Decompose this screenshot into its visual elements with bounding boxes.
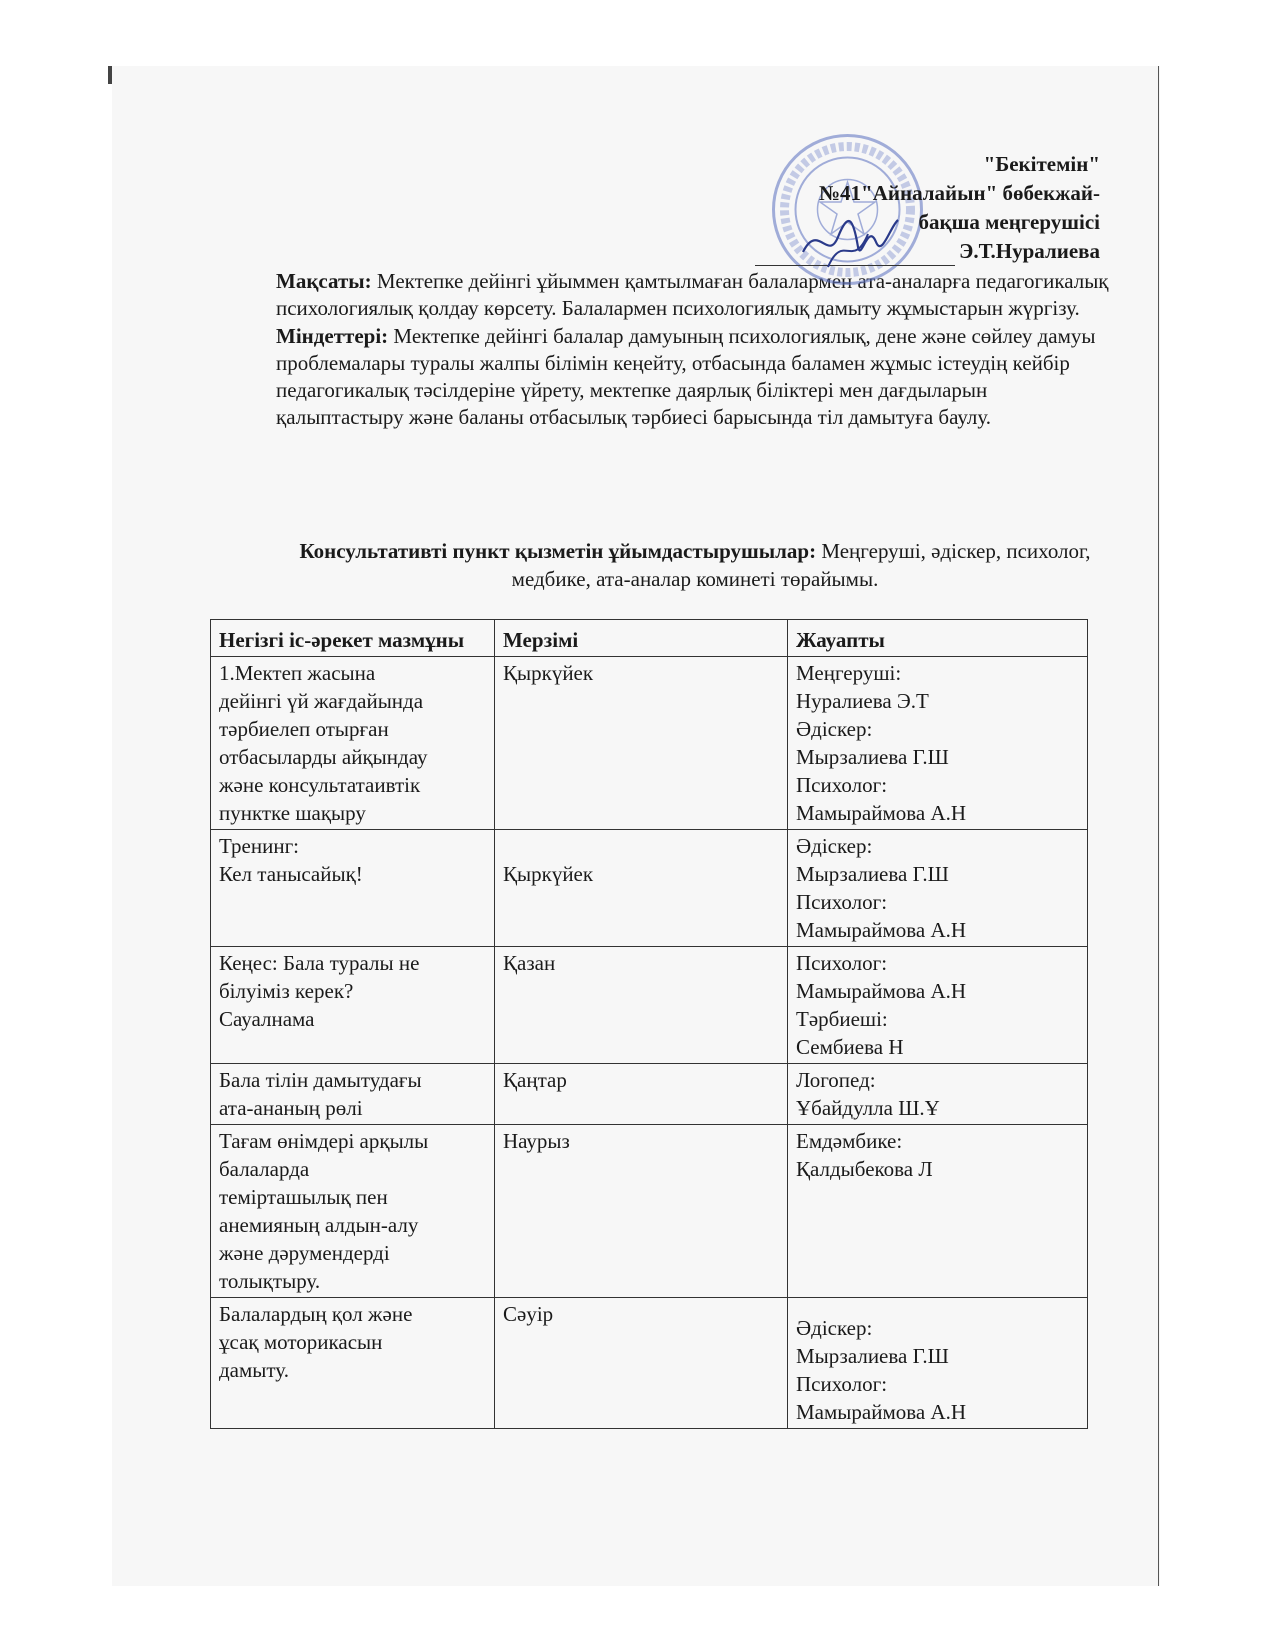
responsible-line: Мамыраймова А.Н xyxy=(796,918,967,942)
responsible-cell xyxy=(788,1064,1088,1125)
activity-cell xyxy=(211,830,495,947)
approval-title: "Бекітемін" xyxy=(983,152,1100,176)
table-header-row xyxy=(211,620,1088,657)
approval-position: бақша меңгерушісі xyxy=(918,210,1100,234)
responsible-cell xyxy=(788,657,1088,830)
table-row xyxy=(211,1064,1088,1125)
activity-line: анемияның алдын-алу xyxy=(219,1213,419,1237)
activity-line: ата-ананың рөлі xyxy=(219,1096,363,1120)
date-value: Сәуір xyxy=(503,1302,554,1326)
approval-name: Э.Т.Нуралиева xyxy=(959,239,1100,263)
responsible-cell xyxy=(788,1125,1088,1298)
organizers-label: Консультативті пункт қызметін ұйымдастырушылар: xyxy=(299,539,817,563)
responsible-line: Логопед: xyxy=(796,1068,876,1092)
activity-line: Сауалнама xyxy=(219,1007,315,1031)
activity-line: Тренинг: xyxy=(219,834,300,858)
date-cell xyxy=(495,1125,788,1298)
date-value: Наурыз xyxy=(503,1129,570,1153)
activity-line: дейінгі үй жағдайында xyxy=(219,689,424,713)
tasks-paragraph xyxy=(276,323,1116,432)
date-value: Қазан xyxy=(503,951,556,975)
activity-cell xyxy=(211,1064,495,1125)
responsible-line: Әдіскер: xyxy=(796,1316,873,1340)
activity-cell xyxy=(211,1125,495,1298)
date-value: Қыркүйек xyxy=(503,862,594,886)
goals-section xyxy=(276,268,1116,432)
responsible-line: Тәрбиеші: xyxy=(796,1007,888,1031)
page-edge-mark xyxy=(108,66,112,84)
page-edge-line xyxy=(1158,66,1159,1586)
signature-icon xyxy=(798,212,908,272)
date-cell xyxy=(495,657,788,830)
purpose-label: Мақсаты: xyxy=(276,269,372,293)
organizers-text: Меңгеруші, әдіскер, психолог, медбике, ата-аналар коминеті төрайымы. xyxy=(511,539,1091,591)
date-value: Қыркүйек xyxy=(503,661,594,685)
responsible-cell xyxy=(788,1298,1088,1429)
activity-line: білуіміз керек? xyxy=(219,979,354,1003)
responsible-line: Ұбайдулла Ш.Ұ xyxy=(796,1096,940,1120)
activity-line: пунктке шақыру xyxy=(219,801,366,825)
table-row xyxy=(211,830,1088,947)
table-row xyxy=(211,947,1088,1064)
activity-cell xyxy=(211,1298,495,1429)
responsible-line: Мамыраймова А.Н xyxy=(796,979,967,1003)
responsible-cell xyxy=(788,947,1088,1064)
date-cell xyxy=(495,1064,788,1125)
activity-line: және дәрумендерді xyxy=(219,1241,390,1265)
organizers-paragraph xyxy=(280,537,1110,593)
header-activity: Негізгі іс-әрекет мазмұны xyxy=(211,620,495,657)
purpose-text: Мектепке дейінгі ұйыммен қамтылмаған балалармен ата-аналарға педагогикалық психологиялық қолдау көрсету. Балалармен психологиялық дамыту жұмыстарын жүргізу. xyxy=(276,269,1109,321)
activity-line: Бала тілін дамытудағы xyxy=(219,1068,422,1092)
activity-cell xyxy=(211,657,495,830)
table-row xyxy=(211,657,1088,830)
responsible-line: Мамыраймова А.Н xyxy=(796,1400,967,1424)
date-cell xyxy=(495,1298,788,1429)
activity-cell xyxy=(211,947,495,1064)
activity-line: Кеңес: Бала туралы не xyxy=(219,951,420,975)
tasks-text: Мектепке дейінгі балалар дамуының психологиялық, дене және сөйлеу дамуы проблемалары туралы жалпы білімін кеңейту, отбасында баламен жұмыс істеудің кейбір педагогикалық тәсілдеріне үйрету, мектепке даярлық біліктері мен дағдыларын қалыптастыру және баланы отбасылық тәрбиесі барысында тіл дамытуға баулу. xyxy=(276,323,1096,430)
responsible-line: Мамыраймова А.Н xyxy=(796,801,967,825)
table-row xyxy=(211,1298,1088,1429)
activity-line: толықтыру. xyxy=(219,1269,321,1293)
activity-line: Кел танысайық! xyxy=(219,862,363,886)
header-responsible: Жауапты xyxy=(788,620,1088,657)
activity-line: тәрбиелеп отырған xyxy=(219,717,389,741)
responsible-line: Емдәмбике: xyxy=(796,1129,903,1153)
activity-line: отбасыларды айқындау xyxy=(219,745,428,769)
responsible-line: Сембиева Н xyxy=(796,1035,904,1059)
approval-organization: №41"Айналайын" бөбекжай- xyxy=(818,181,1100,205)
responsible-line: Мырзалиева Г.Ш xyxy=(796,745,949,769)
date-value: Қаңтар xyxy=(503,1068,567,1092)
responsible-line: Мырзалиева Г.Ш xyxy=(796,1344,949,1368)
responsible-line: Психолог: xyxy=(796,951,888,975)
activity-line: және консультатаивтік xyxy=(219,773,421,797)
activity-line: 1.Мектеп жасына xyxy=(219,661,376,685)
activity-line: ұсақ моторикасын xyxy=(219,1330,383,1354)
activity-line: Тағам өнімдері арқылы xyxy=(219,1129,429,1153)
responsible-line: Мырзалиева Г.Ш xyxy=(796,862,949,886)
responsible-line: Психолог: xyxy=(796,890,888,914)
activity-line: балаларда xyxy=(219,1157,310,1181)
date-cell xyxy=(495,830,788,947)
table-row xyxy=(211,1125,1088,1298)
activity-plan-table xyxy=(210,619,1088,1429)
responsible-line: Меңгеруші: xyxy=(796,661,902,685)
responsible-line: Нуралиева Э.Т xyxy=(796,689,929,713)
date-cell xyxy=(495,947,788,1064)
responsible-cell xyxy=(788,830,1088,947)
responsible-line: Психолог: xyxy=(796,1372,888,1396)
purpose-paragraph xyxy=(276,268,1116,323)
header-date: Мерзімі xyxy=(495,620,788,657)
tasks-label: Міндеттері: xyxy=(276,323,389,348)
responsible-line: Қалдыбекова Л xyxy=(796,1157,933,1181)
responsible-line: Әдіскер: xyxy=(796,834,873,858)
table-body xyxy=(211,657,1088,1429)
responsible-line: Психолог: xyxy=(796,773,888,797)
responsible-line: Әдіскер: xyxy=(796,717,873,741)
activity-line: Балалардың қол және xyxy=(219,1302,413,1326)
activity-line: темірташылық пен xyxy=(219,1185,388,1209)
activity-line: дамыту. xyxy=(219,1358,289,1382)
